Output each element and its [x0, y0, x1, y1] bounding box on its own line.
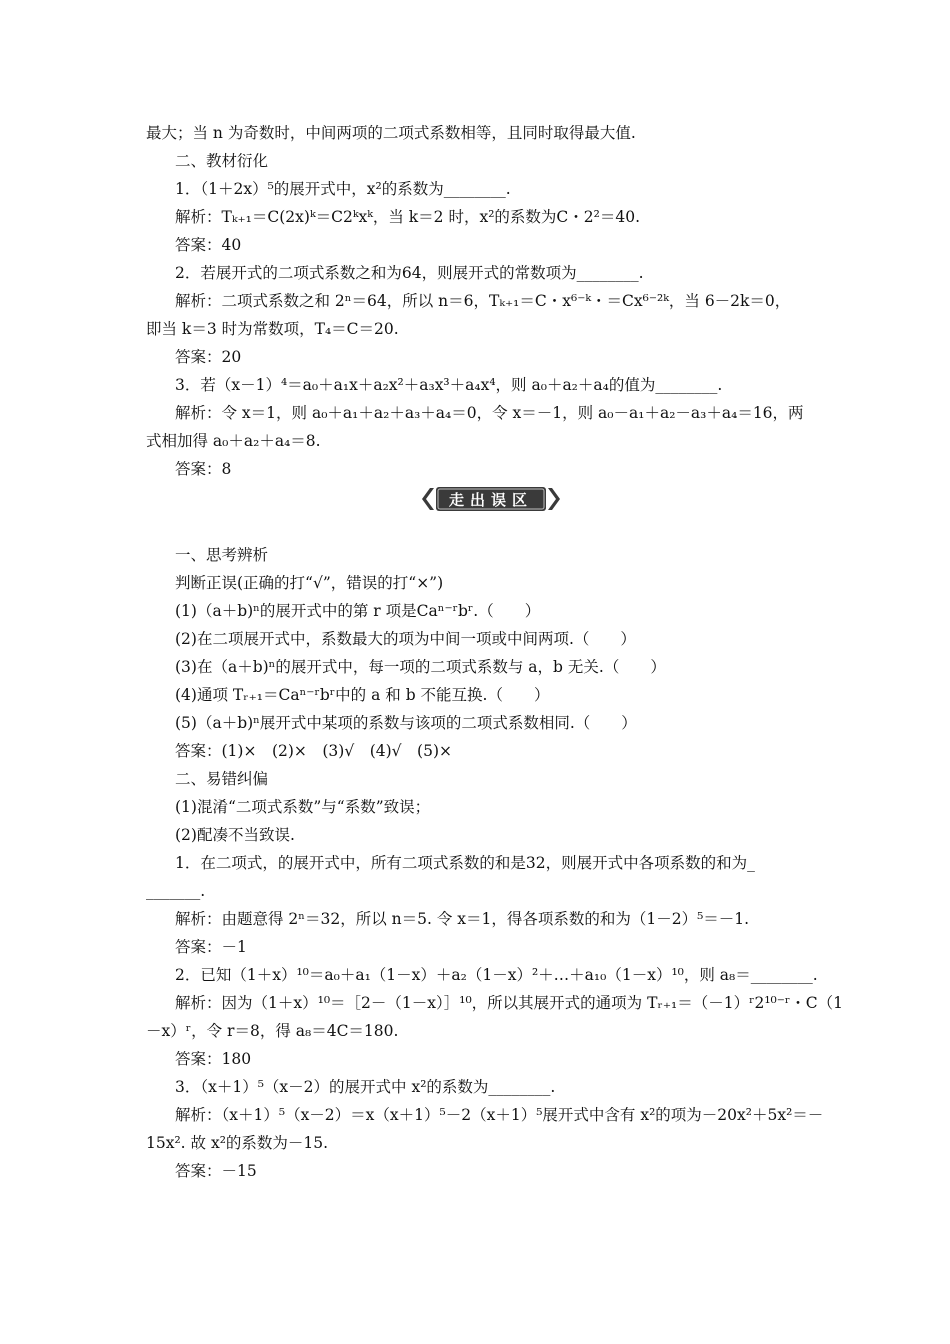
text-line: (2)配凑不当致误. [175, 826, 295, 844]
judgement-item: (3)在（a＋b)ⁿ的展开式中，每一项的二项式系数与 a，b 无关.（ ） [175, 658, 666, 676]
solution-line: 解析：令 x＝1，则 a₀＋a₁＋a₂＋a₃＋a₄＝0，令 x＝－1，则 a₀－a₁＋a₂－a₃＋a₄＝16，两 [175, 404, 804, 422]
solution-line: 15x². 故 x²的系数为－15. [146, 1134, 329, 1152]
solution-line: 即当 k＝3 时为常数项，T₄＝C＝20. [146, 320, 399, 338]
section-heading: 二、易错纠偏 [175, 770, 269, 788]
solution-line: 解析：二项式系数之和 2ⁿ＝64，所以 n＝6，Tₖ₊₁＝C・x⁶⁻ᵏ・＝Cx⁶⁻²ᵏ，当 6－2k＝0， [175, 292, 791, 310]
answer-line: 答案：－15 [175, 1162, 257, 1180]
question-line: _______. [146, 882, 206, 900]
judgement-item: (2)在二项展开式中，系数最大的项为中间一项或中间两项.（ ） [175, 630, 636, 648]
solution-line: 式相加得 a₀＋a₂＋a₄＝8. [146, 432, 321, 450]
solution-line: －x）ʳ，令 r＝8，得 a₈＝4C＝180. [146, 1022, 399, 1040]
section-banner [420, 484, 562, 514]
text-line: 最大；当 n 为奇数时，中间两项的二项式系数相等，且同时取得最大值. [146, 124, 636, 142]
section-heading: 一、思考辨析 [175, 546, 269, 564]
text-line: 判断正误(正确的打“√”，错误的打“×”) [175, 574, 444, 592]
question-line: 3．（x＋1）⁵（x－2）的展开式中 x²的系数为________. [175, 1078, 556, 1096]
text-line: (1)混淆“二项式系数”与“系数”致误； [175, 798, 431, 816]
answer-line: 答案：－1 [175, 938, 247, 956]
question-line: 2．若展开式的二项式系数之和为64，则展开式的常数项为________. [175, 264, 644, 282]
question-line: 2．已知（1＋x）¹⁰＝a₀＋a₁（1－x）＋a₂（1－x）²＋…＋a₁₀（1－x）¹⁰，则 a₈＝________. [175, 966, 818, 984]
answer-line: 答案：20 [175, 348, 242, 366]
judgement-item: (1)（a＋b)ⁿ的展开式中的第 r 项是Caⁿ⁻ʳbʳ.（ ） [175, 602, 541, 620]
judgement-item: (4)通项 Tᵣ₊₁＝Caⁿ⁻ʳbʳ中的 a 和 b 不能互换.（ ） [175, 686, 550, 704]
section-heading: 二、教材衍化 [175, 152, 269, 170]
question-line: 1．在二项式，的展开式中，所有二项式系数的和是32，则展开式中各项系数的和为_ [175, 854, 755, 872]
banner-title: 走出误区 [448, 491, 534, 509]
solution-line: 解析：（x＋1）⁵（x－2）＝x（x＋1）⁵－2（x＋1）⁵展开式中含有 x²的项为－20x²＋5x²＝－ [175, 1106, 824, 1124]
answer-line: 答案：180 [175, 1050, 252, 1068]
answer-line: 答案：40 [175, 236, 242, 254]
judgement-item: (5)（a＋b)ⁿ展开式中某项的系数与该项的二项式系数相同.（ ） [175, 714, 637, 732]
solution-line: 解析：由题意得 2ⁿ＝32，所以 n＝5. 令 x＝1，得各项系数的和为（1－2）⁵＝－1. [175, 910, 750, 928]
answer-line: 答案：(1)× (2)× (3)√ (4)√ (5)× [175, 742, 452, 760]
question-line: 3．若（x－1）⁴＝a₀＋a₁x＋a₂x²＋a₃x³＋a₄x⁴，则 a₀＋a₂＋a₄的值为________. [175, 376, 723, 394]
solution-line: 解析：Tₖ₊₁＝C(2x)ᵏ＝C2ᵏxᵏ，当 k＝2 时，x²的系数为C・2²＝40. [175, 208, 641, 226]
answer-line: 答案：8 [175, 460, 232, 478]
question-line: 1．（1＋2x）⁵的展开式中，x²的系数为________. [175, 180, 511, 198]
solution-line: 解析：因为（1＋x）¹⁰＝［2－（1－x）］¹⁰，所以其展开式的通项为 Tᵣ₊₁＝（－1）ʳ2¹⁰⁻ʳ・C（1 [175, 994, 844, 1012]
